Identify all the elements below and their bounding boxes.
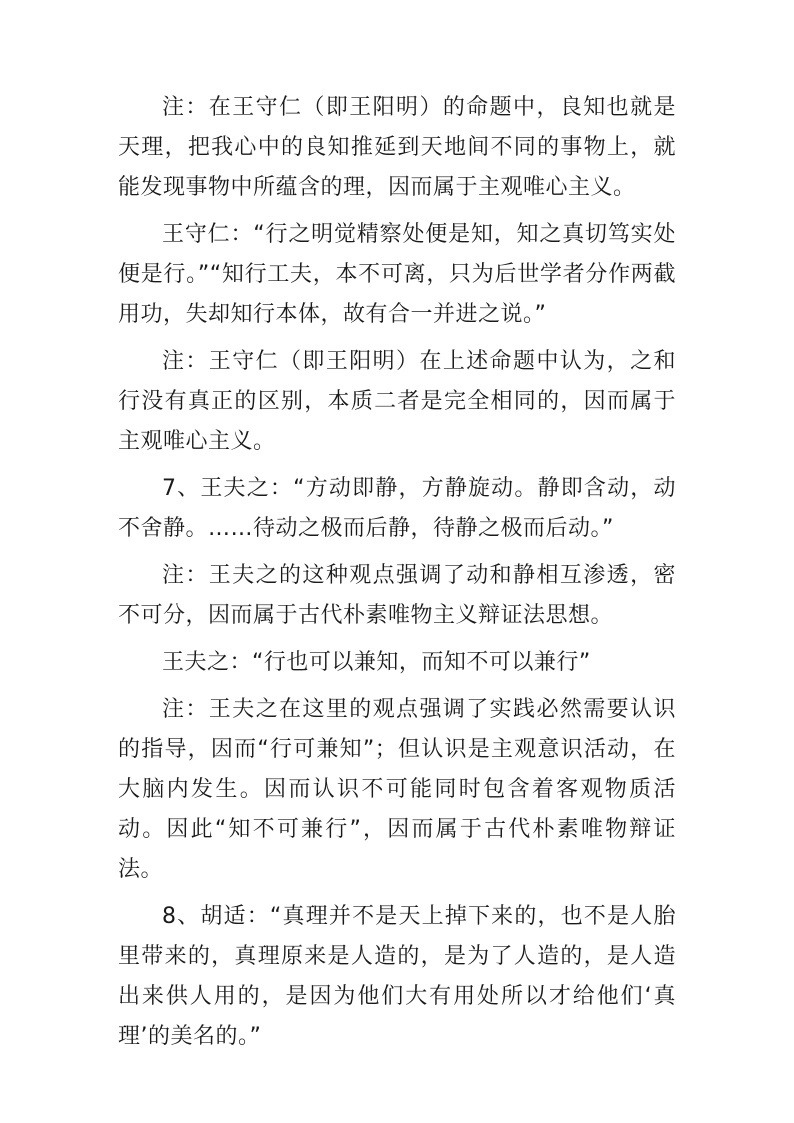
paragraph-quote-wang-fuzhi-zhixing: 王夫之：“行也可以兼知，而知不可以兼行”	[162, 650, 591, 675]
paragraph-note-wang-fuzhi-dongjing: 注：王夫之的这种观点强调了动和静相互渗透，密不可分，因而属于古代朴素唯物主义辩证法思想。	[118, 563, 676, 628]
paragraph-note-wang-shouren-liangzhi: 注：在王守仁（即王阳明）的命题中，良知也就是天理，把我心中的良知推延到天地间不同的事物上，就能发现事物中所蕴含的理，因而属于主观唯心主义。	[118, 95, 676, 200]
paragraph-quote-wang-shouren-zhixing: 王守仁：“行之明觉精察处便是知，知之真切笃实处便是行。”“知行工夫，本不可离，只为后世学者分作两截用功，失却知行本体，故有合一并进之说。”	[118, 222, 676, 327]
paragraph-note-wang-fuzhi-zhixing: 注：王夫之在这里的观点强调了实践必然需要认识的指导，因而“行可兼知”；但认识是主观意识活动，在大脑内发生。因而认识不可能同时包含着客观物质活动。因此“知不可兼行”，因而属于古代朴素唯物辩证法。	[118, 697, 676, 882]
document-page	[118, 88, 676, 1064]
paragraph-quote-hu-shi-zhenli: 8、胡适：“真理并不是天上掉下来的，也不是人胎里带来的，真理原来是人造的，是为了人造的，是人造出来供人用的，是因为他们大有用处所以才给他们‘真理’的美名的。”	[118, 904, 676, 1049]
paragraph-note-wang-shouren-zhixing: 注：王守仁（即王阳明）在上述命题中认为，之和行没有真正的区别，本质二者是完全相同的，因而属于主观唯心主义。	[118, 349, 676, 454]
paragraph-quote-wang-fuzhi-dongjing: 7、王夫之：“方动即静，方静旋动。静即含动，动不舍静。……待动之极而后静，待静之极而后动。”	[118, 476, 676, 541]
